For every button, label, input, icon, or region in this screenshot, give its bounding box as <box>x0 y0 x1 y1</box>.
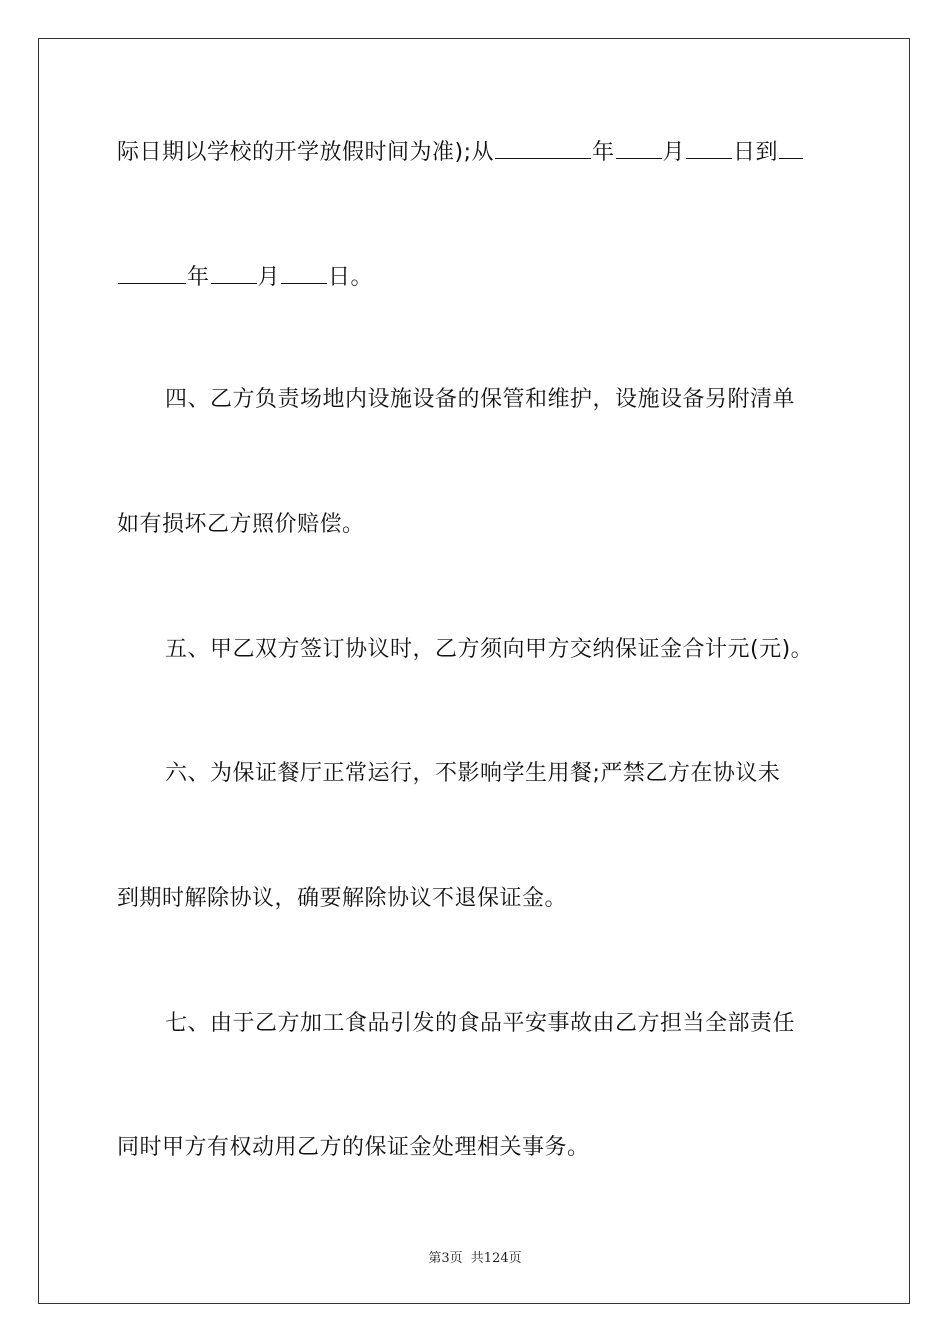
text-line-2 <box>117 261 837 293</box>
clause-six-line-1: 六、为保证餐厅正常运行，不影响学生用餐;严禁乙方在协议未 <box>165 761 781 786</box>
blank-day-end <box>281 261 327 284</box>
text-segment: 年 <box>187 265 210 290</box>
text-line-1 <box>117 136 837 168</box>
text-segment: 月 <box>257 265 281 290</box>
page-border <box>38 38 910 1304</box>
text-segment: 际日期以学校的开学放假时间为准);从 <box>117 140 494 165</box>
blank-day <box>686 136 732 159</box>
page-total: 共124页 <box>470 1251 522 1266</box>
page-footer <box>0 1247 950 1266</box>
clause-seven-line-1: 七、由于乙方加工食品引发的食品平安事故由乙方担当全部责任 <box>165 1011 796 1036</box>
clause-six-line-2: 到期时解除协议，确要解除协议不退保证金。 <box>117 886 568 911</box>
text-segment: 月 <box>662 140 686 165</box>
clause-five-line-1: 五、甲乙双方签订协议时，乙方须向甲方交纳保证金合计元(元)。 <box>165 637 814 662</box>
clause-seven-line-2: 同时甲方有权动用乙方的保证金处理相关事务。 <box>117 1135 590 1160</box>
blank-year-end-cont <box>118 261 186 284</box>
clause-four-line-2: 如有损坏乙方照价赔偿。 <box>117 512 365 537</box>
clause-four-line-1: 四、乙方负责场地内设施设备的保管和维护，设施设备另附清单 <box>165 387 796 412</box>
text-segment: 年 <box>592 140 615 165</box>
blank-year <box>495 136 591 159</box>
text-segment: 日到 <box>733 140 779 165</box>
blank-month <box>616 136 662 159</box>
blank-month-end <box>211 261 257 284</box>
page-number: 第3页 <box>428 1251 463 1266</box>
blank-year-end <box>779 136 803 159</box>
text-segment: 日。 <box>328 265 374 290</box>
